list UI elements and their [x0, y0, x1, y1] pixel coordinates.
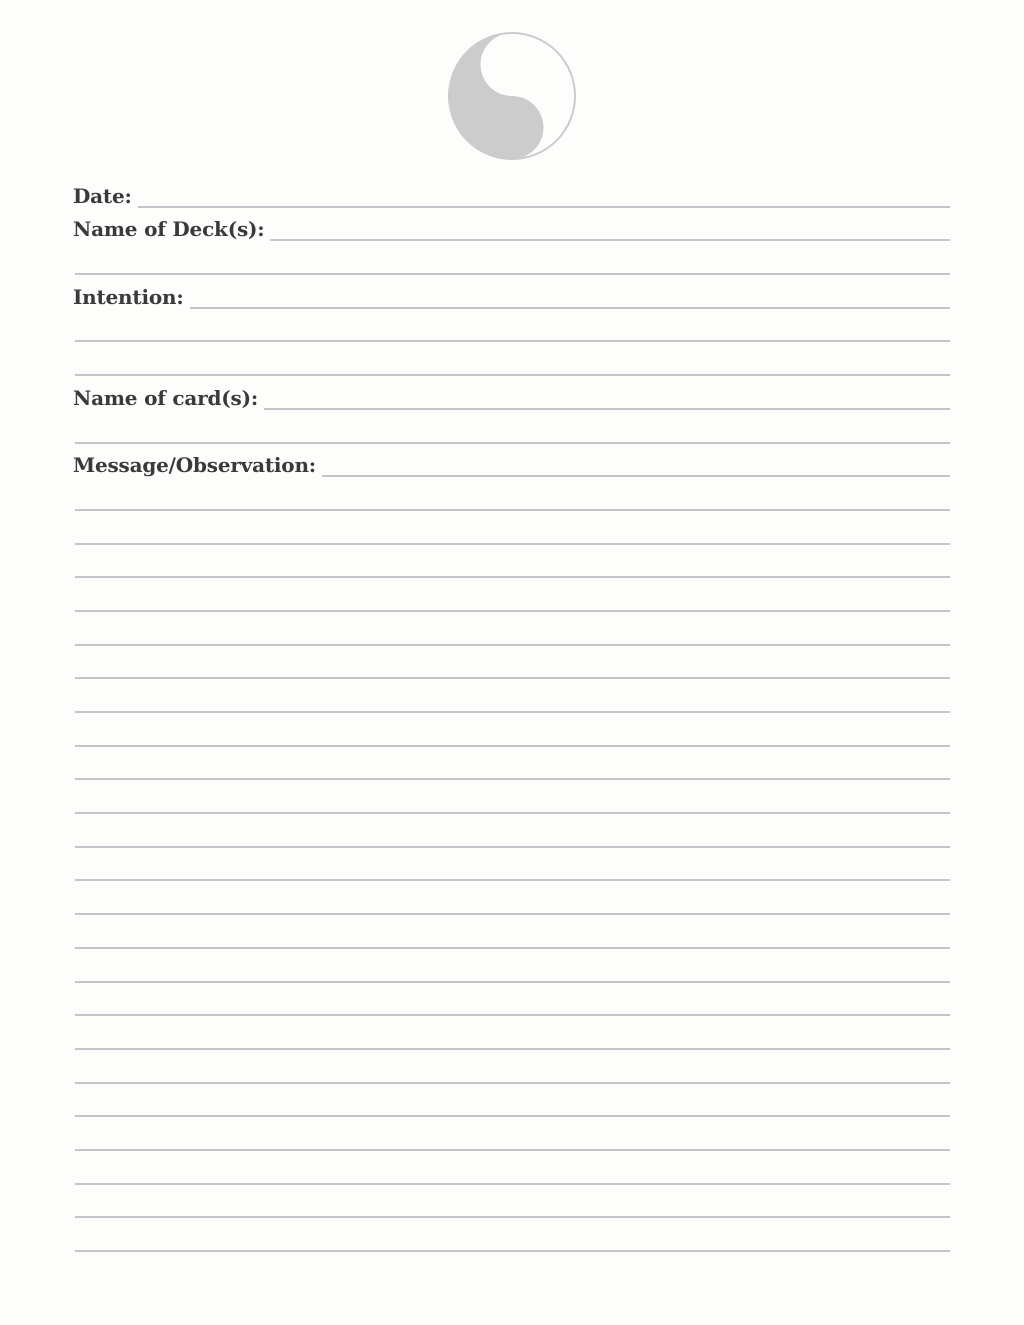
card-label: Name of card(s):: [73, 385, 259, 410]
message-writing-line[interactable]: [73, 949, 950, 983]
message-writing-line[interactable]: [73, 511, 950, 545]
card-extra-line[interactable]: [73, 410, 950, 444]
message-writing-line[interactable]: [73, 1151, 950, 1185]
deck-label: Name of Deck(s):: [73, 217, 265, 242]
message-writing-line[interactable]: [73, 713, 950, 747]
message-writing-line[interactable]: [73, 881, 950, 915]
yin-yang-icon: [447, 31, 577, 161]
rule-line: [75, 1250, 950, 1252]
message-writing-line[interactable]: [73, 814, 950, 848]
message-writing-line[interactable]: [73, 848, 950, 882]
message-label: Message/Observation:: [73, 453, 316, 478]
deck-extra-line[interactable]: [73, 241, 950, 275]
message-writing-line[interactable]: [73, 578, 950, 612]
message-writing-line[interactable]: [73, 747, 950, 781]
message-writing-line[interactable]: [73, 983, 950, 1017]
intention-extra-line[interactable]: [73, 342, 950, 376]
message-writing-line[interactable]: [73, 612, 950, 646]
message-field[interactable]: [73, 444, 950, 478]
message-writing-line[interactable]: [73, 1117, 950, 1151]
message-writing-line[interactable]: [73, 1218, 950, 1252]
message-writing-line[interactable]: [73, 780, 950, 814]
intention-field[interactable]: [73, 275, 950, 309]
card-field[interactable]: [73, 376, 950, 410]
intention-extra-line[interactable]: [73, 309, 950, 343]
message-writing-line[interactable]: [73, 915, 950, 949]
intention-label: Intention:: [73, 284, 184, 309]
date-label: Date:: [73, 183, 132, 208]
message-writing-line[interactable]: [73, 1016, 950, 1050]
date-field[interactable]: [73, 174, 950, 208]
journal-form: [73, 174, 950, 1252]
message-writing-line[interactable]: [73, 679, 950, 713]
message-writing-line[interactable]: [73, 1084, 950, 1118]
message-lines: [73, 477, 950, 1252]
message-writing-line[interactable]: [73, 545, 950, 579]
message-writing-line[interactable]: [73, 1185, 950, 1219]
message-writing-line[interactable]: [73, 1050, 950, 1084]
message-writing-line[interactable]: [73, 477, 950, 511]
message-writing-line[interactable]: [73, 646, 950, 680]
deck-field[interactable]: [73, 208, 950, 242]
